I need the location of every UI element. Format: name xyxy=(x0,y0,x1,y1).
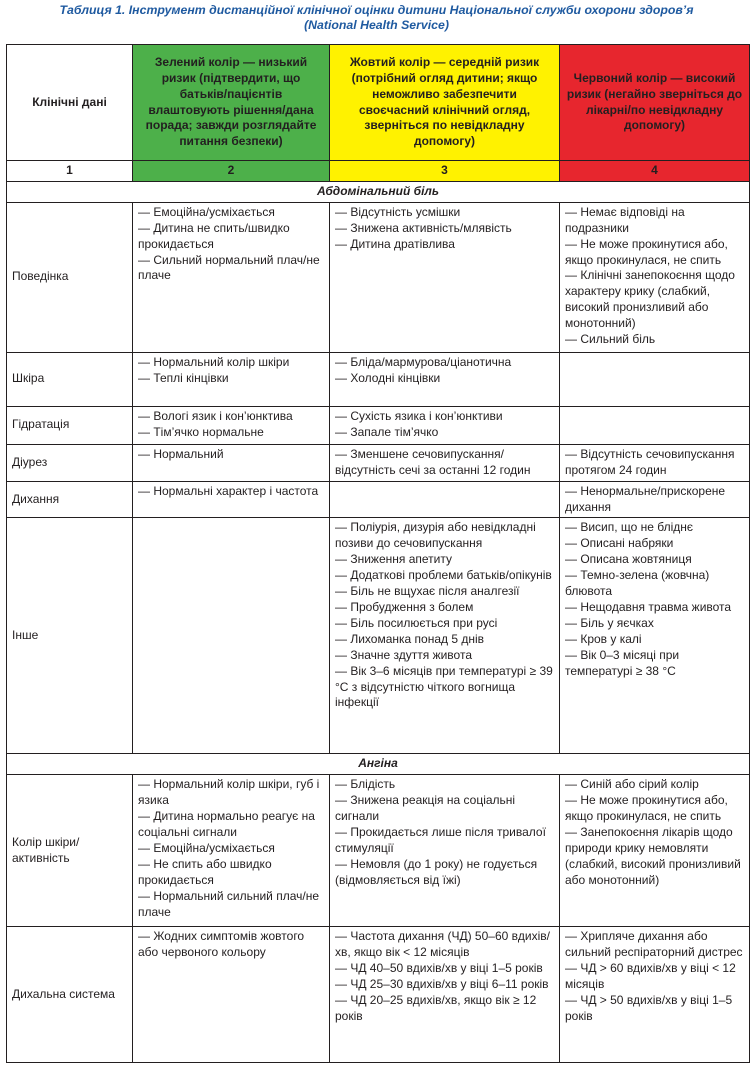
list-item: — Немовля (до 1 року) не годується (відмовляється від їжі) xyxy=(335,856,538,887)
yellow-risk-cell xyxy=(330,927,560,1063)
red-risk-cell xyxy=(560,775,750,927)
list-item: — Біль посилюється при русі xyxy=(335,615,498,630)
row-label: Гідратація xyxy=(7,406,133,444)
list-item: — Відсутність сечовипускання протягом 24 годин xyxy=(565,446,735,477)
row-label: Поведінка xyxy=(7,202,133,352)
yellow-risk-cell xyxy=(330,406,560,444)
list-item: — Пробудження з болем xyxy=(335,599,474,614)
table-row xyxy=(7,406,750,444)
list-item: — Дитина нормально реагує на соціальні сигнали xyxy=(138,809,315,840)
list-item: — Сильний нормальний плач/не плаче xyxy=(138,252,320,283)
green-risk-cell xyxy=(133,202,330,352)
list-item: — Теплі кінцівки xyxy=(138,370,229,385)
caption-subtitle: (National Health Service) xyxy=(304,18,449,32)
list-item: — Тім’ячко нормальне xyxy=(138,424,264,439)
list-item: — Відсутність усмішки xyxy=(335,204,461,219)
list-item: — Вік 3–6 місяців при температурі ≥ 39 °С з відсутністю чіткого вогнища інфекції xyxy=(335,663,553,710)
yellow-risk-cell xyxy=(330,444,560,481)
table-row xyxy=(7,927,750,1063)
list-item: — Хрипляче дихання або сильний респіраторний дистрес xyxy=(565,929,743,960)
list-item: — Сильний біль xyxy=(565,332,656,347)
list-item: — Не може прокинутися або, якщо прокинулася, не спить xyxy=(565,793,728,824)
list-item: — ЧД 40–50 вдихів/хв у віці 1–5 років xyxy=(335,961,543,976)
list-item: — Сухість язика і кон’юнктиви xyxy=(335,408,503,423)
list-item: — Зниження апетиту xyxy=(335,552,452,567)
green-risk-cell xyxy=(133,775,330,927)
section-row xyxy=(7,754,750,775)
table-row xyxy=(7,775,750,927)
yellow-risk-cell xyxy=(330,202,560,352)
section-title: Ангіна xyxy=(7,754,750,775)
list-item: — Значне здуття живота xyxy=(335,647,472,662)
yellow-risk-cell xyxy=(330,775,560,927)
list-item: — ЧД 25–30 вдихів/хв у віці 6–11 років xyxy=(335,977,549,992)
table-body xyxy=(7,181,750,1062)
yellow-risk-cell xyxy=(330,481,560,518)
list-item: — Прокидається лише після тривалої стимуляції xyxy=(335,825,546,855)
column-number-row xyxy=(7,161,750,182)
column-number-2: 2 xyxy=(133,161,330,182)
section-row xyxy=(7,181,750,202)
column-number-3: 3 xyxy=(330,161,560,182)
row-label: Шкіра xyxy=(7,352,133,406)
list-item: — Нормальні характер і частота xyxy=(138,483,319,498)
list-item: — Поліурія, дизурія або невідкладні позиви до сечовипускання xyxy=(335,520,536,551)
list-item: — Жодних симптомів жовтого або червоного кольору xyxy=(138,929,305,960)
header-row xyxy=(7,45,750,161)
row-label: Інше xyxy=(7,518,133,754)
table-row xyxy=(7,518,750,754)
red-risk-cell xyxy=(560,518,750,754)
list-item: — ЧД > 60 вдихів/хв у віці < 12 місяців xyxy=(565,961,736,992)
red-risk-cell xyxy=(560,444,750,481)
red-risk-cell xyxy=(560,481,750,518)
list-item: — Нормальний колір шкіри xyxy=(138,354,290,369)
table-caption xyxy=(0,0,753,41)
green-risk-cell xyxy=(133,352,330,406)
red-risk-cell xyxy=(560,927,750,1063)
list-item: — Холодні кінцівки xyxy=(335,370,441,385)
red-risk-cell xyxy=(560,406,750,444)
green-risk-cell xyxy=(133,406,330,444)
yellow-risk-cell xyxy=(330,518,560,754)
caption-title: Таблиця 1. Інструмент дистанційної клінічної оцінки дитини Національної служби охорони здоров’я xyxy=(59,3,694,17)
green-risk-cell xyxy=(133,444,330,481)
list-item: — ЧД 20–25 вдихів/хв, якщо вік ≥ 12 років xyxy=(335,992,537,1023)
list-item: — Бліда/мармурова/ціанотична xyxy=(335,354,512,369)
list-item: — Описана жовтяниця xyxy=(565,552,692,567)
list-item: — Ненормальне/прискорене дихання xyxy=(565,483,726,514)
list-item: — Описані набряки xyxy=(565,536,674,551)
list-item: — Кров у калі xyxy=(565,631,642,646)
table-row xyxy=(7,481,750,518)
list-item: — Висип, що не бліднє xyxy=(565,520,694,535)
row-label: Колір шкіри/активність xyxy=(7,775,133,927)
red-risk-cell xyxy=(560,352,750,406)
list-item: — Нормальний колір шкіри, губ і язика xyxy=(138,777,320,808)
green-risk-cell xyxy=(133,518,330,754)
green-risk-cell xyxy=(133,481,330,518)
table-row xyxy=(7,202,750,352)
column-number-4: 4 xyxy=(560,161,750,182)
header-green-risk: Зелений колір — низький ризик (підтвердити, що батьків/пацієнтів влаштовують рішення/дана порада; завжди розглядайте питання безпеки) xyxy=(133,45,330,161)
list-item: — Емоційна/усміхається xyxy=(138,840,275,855)
header-clinical-data: Клінічні дані xyxy=(7,45,133,161)
list-item: — Нормальний сильний плач/не плаче xyxy=(138,888,320,919)
list-item: — ЧД > 50 вдихів/хв у віці 1–5 років xyxy=(565,992,733,1023)
list-item: — Зменшене сечовипускання/відсутність сечі за останні 12 годин xyxy=(335,446,531,477)
list-item: — Клінічні занепокоєння щодо характеру крику (слабкий, високий пронизливий або монотонний) xyxy=(565,268,735,331)
list-item: — Знижена активність/млявість xyxy=(335,220,512,235)
list-item: — Синій або сірий колір xyxy=(565,777,699,792)
list-item: — Частота дихання (ЧД) 50–60 вдихів/хв, якщо вік < 12 місяців xyxy=(335,929,550,960)
row-label: Дихання xyxy=(7,481,133,518)
row-label: Дихальна система xyxy=(7,927,133,1063)
list-item: — Біль у яєчках xyxy=(565,615,654,630)
red-risk-cell xyxy=(560,202,750,352)
clinical-assessment-table xyxy=(6,44,750,1063)
list-item: — Вік 0–3 місяці при температурі ≥ 38 °С xyxy=(565,647,680,678)
list-item: — Запале тім’ячко xyxy=(335,424,439,439)
list-item: — Не спить або швидко прокидається xyxy=(138,856,272,887)
list-item: — Лихоманка понад 5 днів xyxy=(335,631,485,646)
list-item: — Немає відповіді на подразники xyxy=(565,204,685,235)
green-risk-cell xyxy=(133,927,330,1063)
list-item: — Додаткові проблеми батьків/опікунів xyxy=(335,568,552,583)
section-title: Абдомінальний біль xyxy=(7,181,750,202)
list-item: — Не може прокинутися або, якщо прокинулася, не спить xyxy=(565,236,728,267)
table-row xyxy=(7,352,750,406)
list-item: — Нещодавня травма живота xyxy=(565,599,732,614)
list-item: — Дитина не спить/швидко прокидається xyxy=(138,220,290,251)
list-item: — Емоційна/усміхається xyxy=(138,204,275,219)
yellow-risk-cell xyxy=(330,352,560,406)
column-number-1: 1 xyxy=(7,161,133,182)
list-item: — Занепокоєння лікарів щодо природи крику немовляти (слабкий, високий пронизливий або монотонний) xyxy=(565,825,741,887)
list-item: — Темно-зелена (жовчна) блювота xyxy=(565,568,710,599)
list-item: — Вологі язик і кон’юнктива xyxy=(138,408,293,423)
list-item: — Блідість xyxy=(335,777,396,792)
header-yellow-risk: Жовтий колір — середній ризик (потрібний огляд дитини; якщо неможливо забезпечити своєчасний клінічний огляд, зверніться по невідкладну допомогу) xyxy=(330,45,560,161)
header-red-risk: Червоний колір — високий ризик (негайно зверніться до лікарні/по невідкладну допомогу) xyxy=(560,45,750,161)
row-label: Діурез xyxy=(7,444,133,481)
list-item: — Дитина дратівлива xyxy=(335,236,455,251)
list-item: — Знижена реакція на соціальні сигнали xyxy=(335,793,516,824)
list-item: — Біль не вщухає після аналгезії xyxy=(335,584,520,599)
list-item: — Нормальний xyxy=(138,446,224,461)
table-row xyxy=(7,444,750,481)
